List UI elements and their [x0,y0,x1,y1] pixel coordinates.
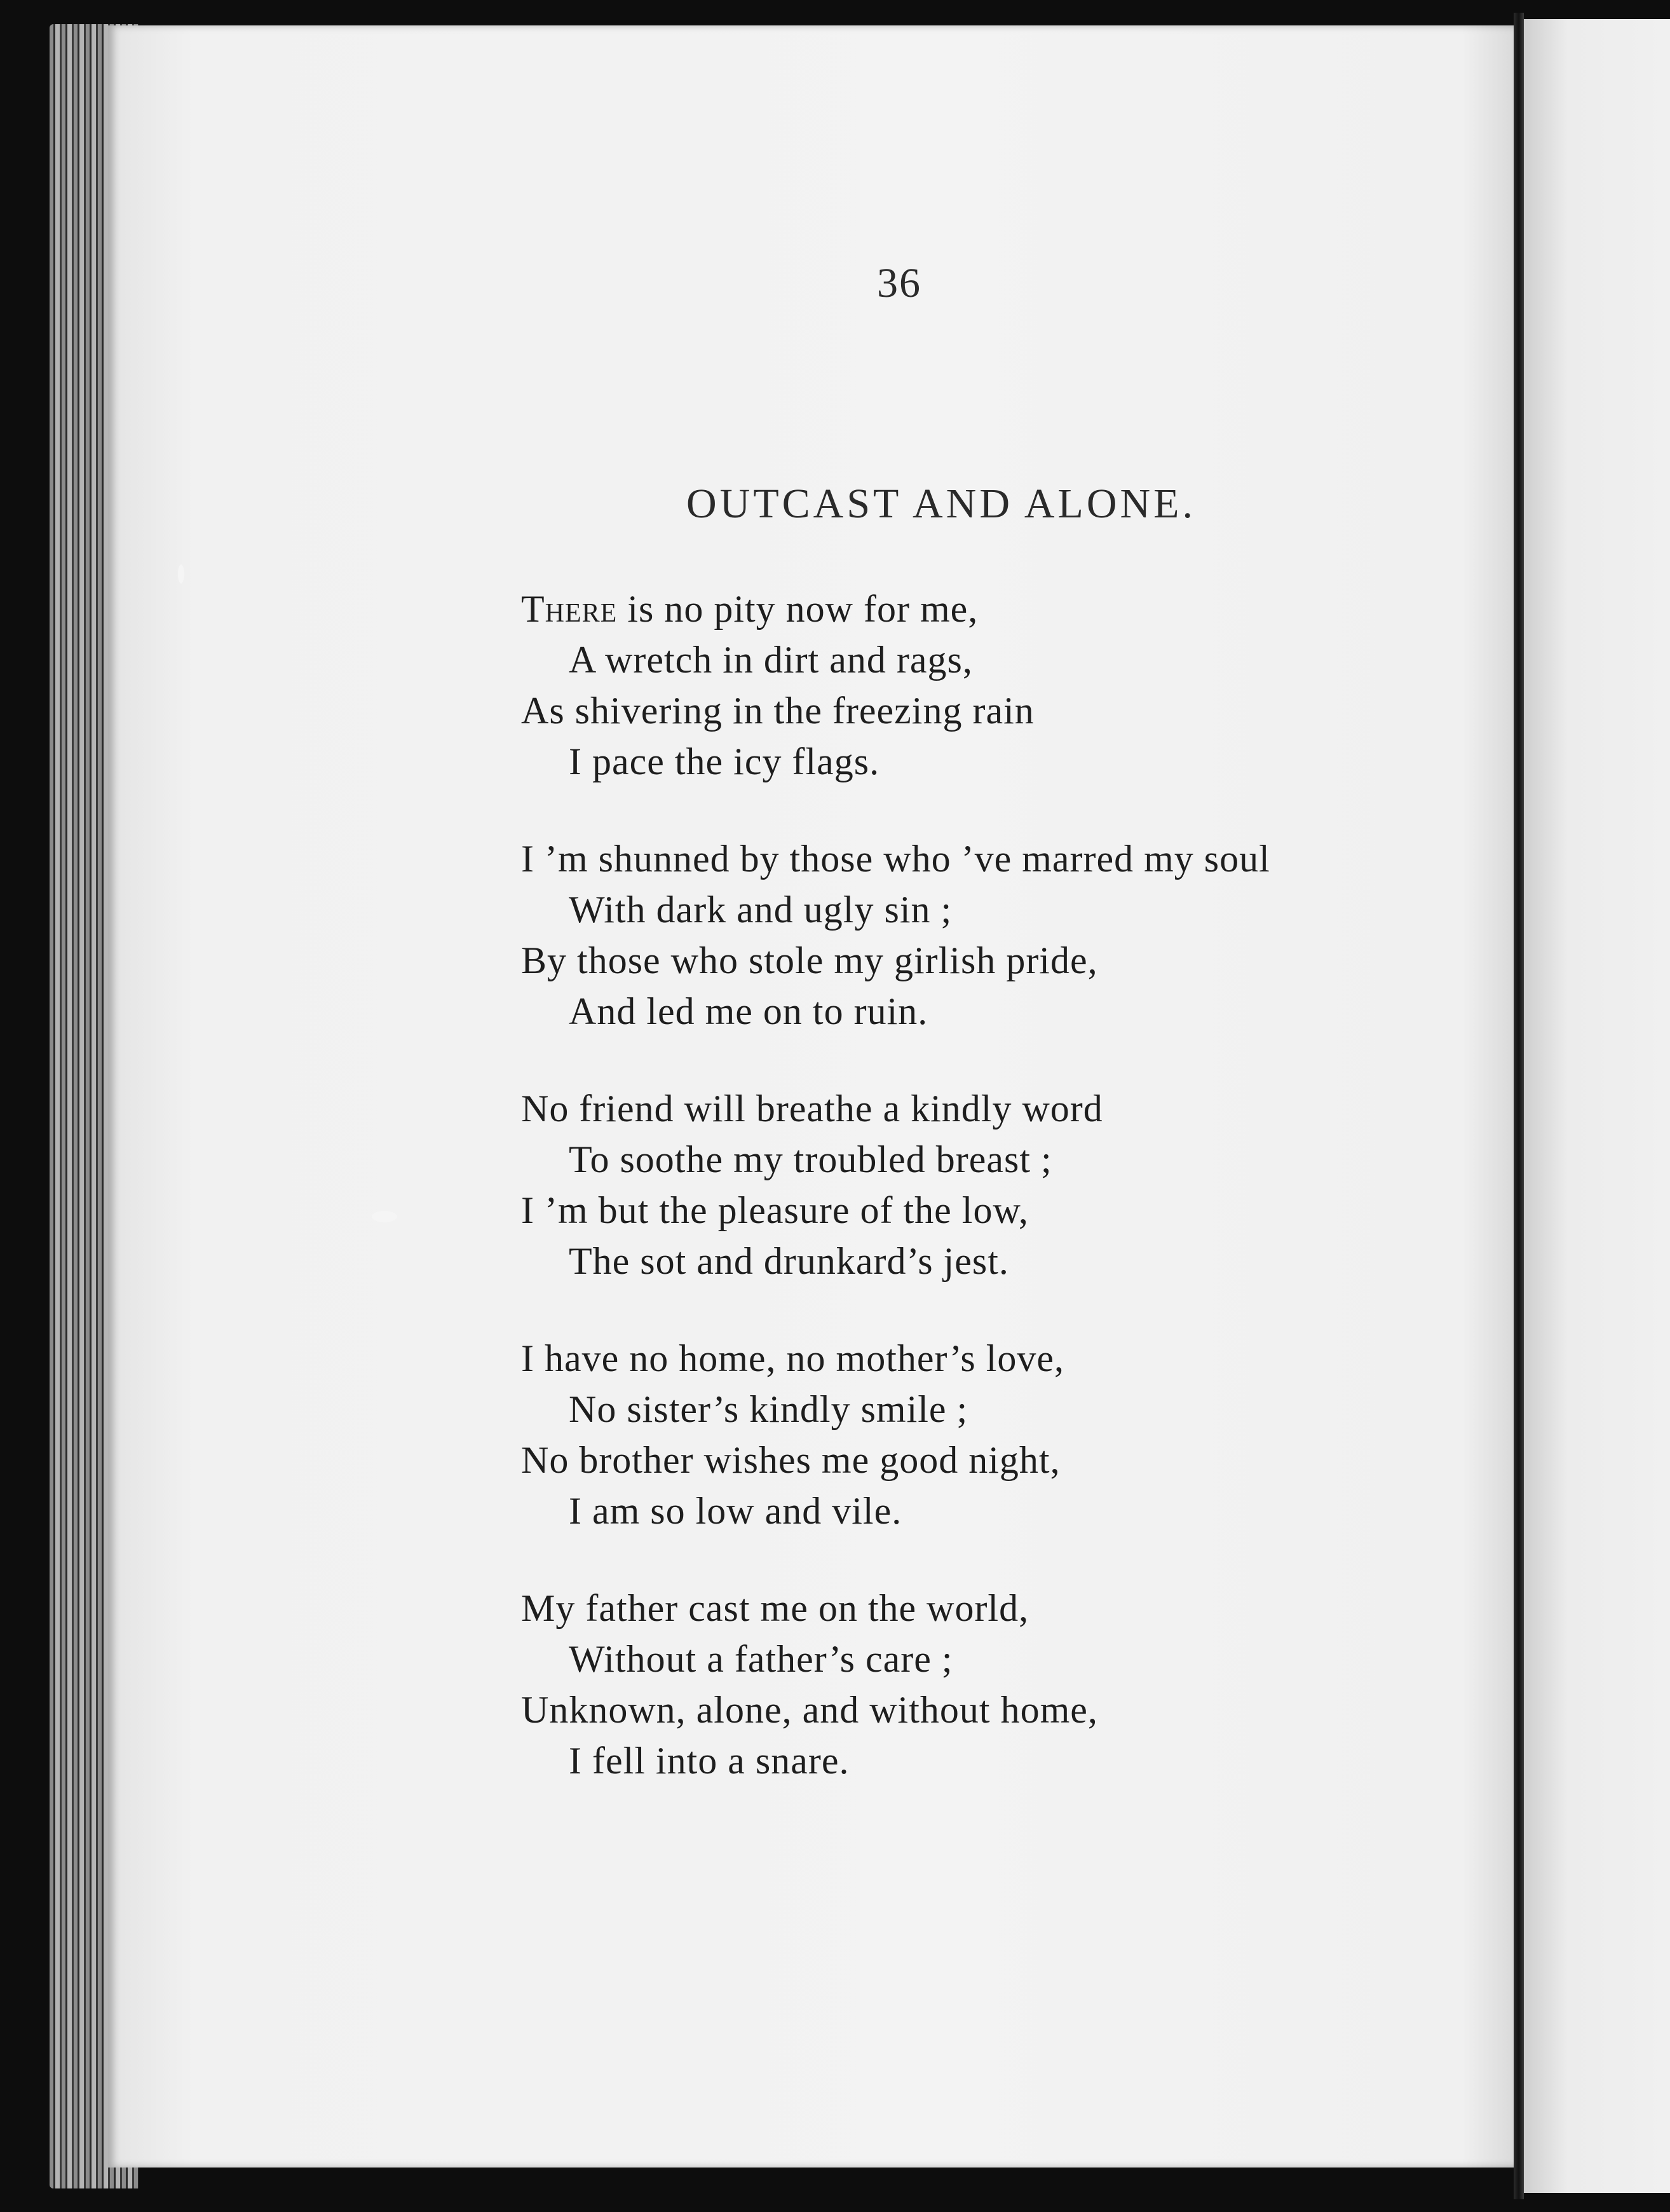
poem-line: I pace the icy flags. [569,741,880,782]
book-gutter [1514,13,1524,2199]
page-number: 36 [877,260,921,306]
facing-page [1524,19,1670,2193]
poem-line: Unknown, alone, and without home, [521,1689,1098,1731]
stanza [521,833,1411,1037]
scan-speck [372,1211,397,1222]
poem-body [521,584,1411,1786]
stanza [521,1583,1411,1786]
poem-line: The sot and drunkard’s jest. [569,1240,1009,1282]
poem-line: A wretch in dirt and rags, [569,639,973,681]
poem-line: I am so low and vile. [569,1490,902,1532]
poem-line: I ’m but the pleasure of the low, [521,1189,1029,1231]
poem-line: And led me on to ruin. [569,990,928,1032]
poem-line: No brother wishes me good night, [521,1439,1061,1481]
drop-word: There [521,588,618,630]
poem-line: As shivering in the freezing rain [521,690,1035,732]
poem-line: I fell into a snare. [569,1740,850,1782]
poem-line: Without a father’s care ; [569,1638,953,1680]
poem-line: To soothe my troubled breast ; [569,1138,1052,1180]
poem-line: My father cast me on the world, [521,1587,1029,1629]
stanza-gap [521,1037,1411,1083]
poem-line: I have no home, no mother’s love, [521,1337,1065,1379]
poem-line: I ’m shunned by those who ’ve marred my soul [521,838,1270,880]
poem-line: No sister’s kindly smile ; [569,1388,968,1430]
poem-line: With dark and ugly sin ; [569,889,953,931]
poem-line: No friend will breathe a kindly word [521,1088,1103,1130]
stanza [521,1333,1411,1536]
poem-line [521,584,1411,634]
stanza [521,584,1411,787]
stanza-gap [521,787,1411,833]
stanza [521,1083,1411,1287]
stanza-gap [521,1287,1411,1333]
stanza-gap [521,1536,1411,1583]
poem-line: By those who stole my girlish pride, [521,939,1098,981]
scan-speck [178,564,184,584]
poem-title: OUTCAST AND ALONE. [686,481,1196,527]
poem-line-rest: is no pity now for me, [617,588,979,630]
